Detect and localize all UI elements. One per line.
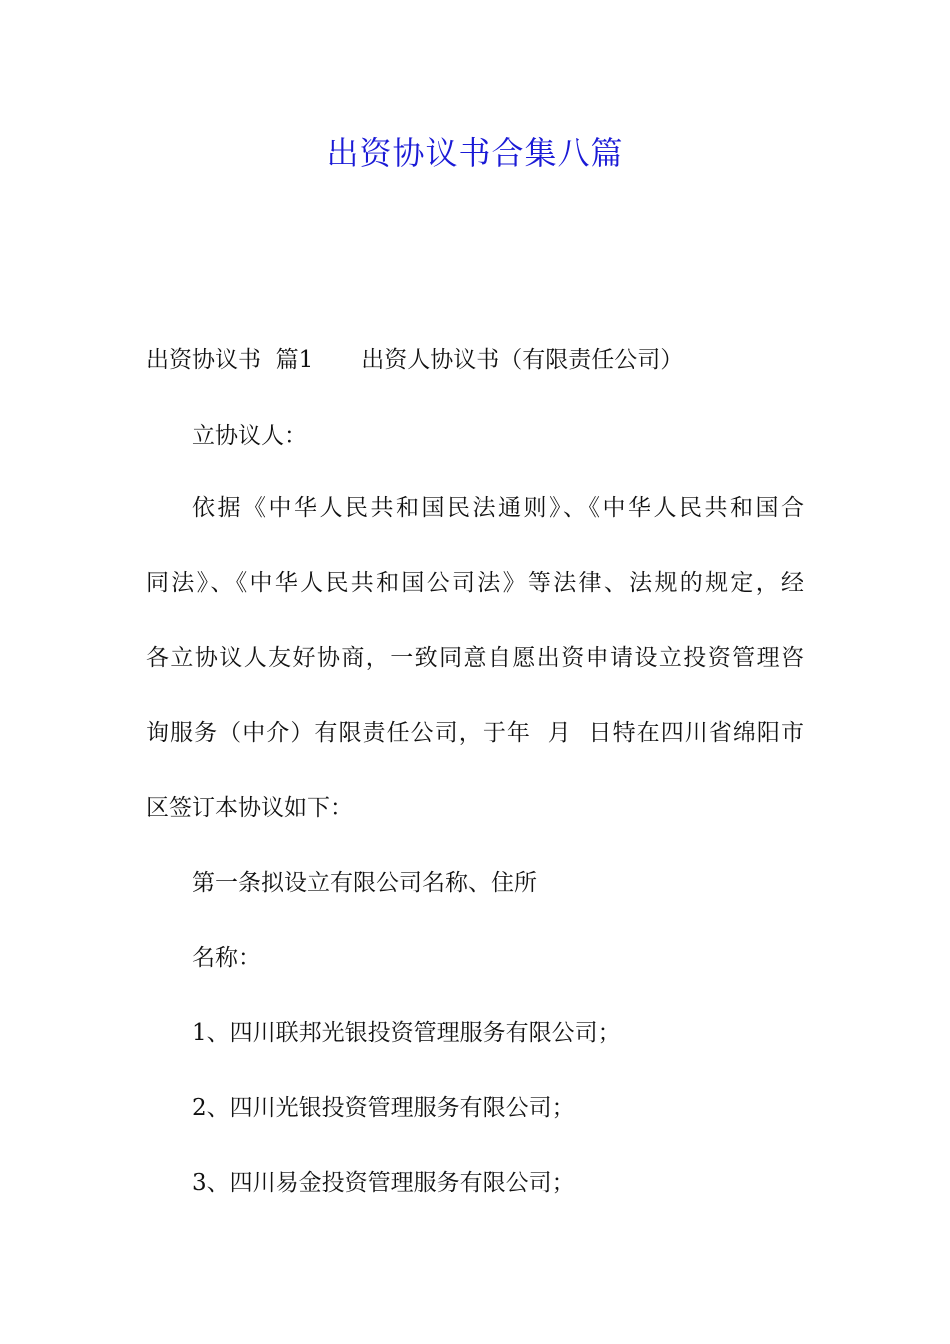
name-label: 名称： xyxy=(192,945,261,971)
article-heading: 第一条拟设立有限公司名称、住所 xyxy=(192,870,537,896)
paragraph-line: 各立协议人友好协商，一致同意自愿出资申请设立投资管理咨 xyxy=(146,645,804,671)
section-heading xyxy=(146,345,683,375)
list-item: 3、四川易金投资管理服务有限公司； xyxy=(192,1170,575,1196)
list-item: 1、四川联邦光银投资管理服务有限公司； xyxy=(192,1020,621,1046)
paragraph-line: 依据《中华人民共和国民法通则》、《中华人民共和国合 xyxy=(192,495,804,521)
section-number: 出资协议书 篇1 xyxy=(146,347,314,373)
paragraph-line: 同法》、《中华人民共和国公司法》等法律、法规的规定，经 xyxy=(146,570,804,596)
paragraph-line: 询服务（中介）有限责任公司，于年 月 日特在四川省绵阳市 xyxy=(146,720,804,746)
section-subtitle: 出资人协议书（有限责任公司） xyxy=(361,347,684,373)
paragraph-line: 立协议人： xyxy=(192,423,307,449)
list-item: 2、四川光银投资管理服务有限公司； xyxy=(192,1095,575,1121)
document-title: 出资协议书合集八篇 xyxy=(326,134,624,172)
paragraph-line: 区签订本协议如下： xyxy=(146,795,353,821)
